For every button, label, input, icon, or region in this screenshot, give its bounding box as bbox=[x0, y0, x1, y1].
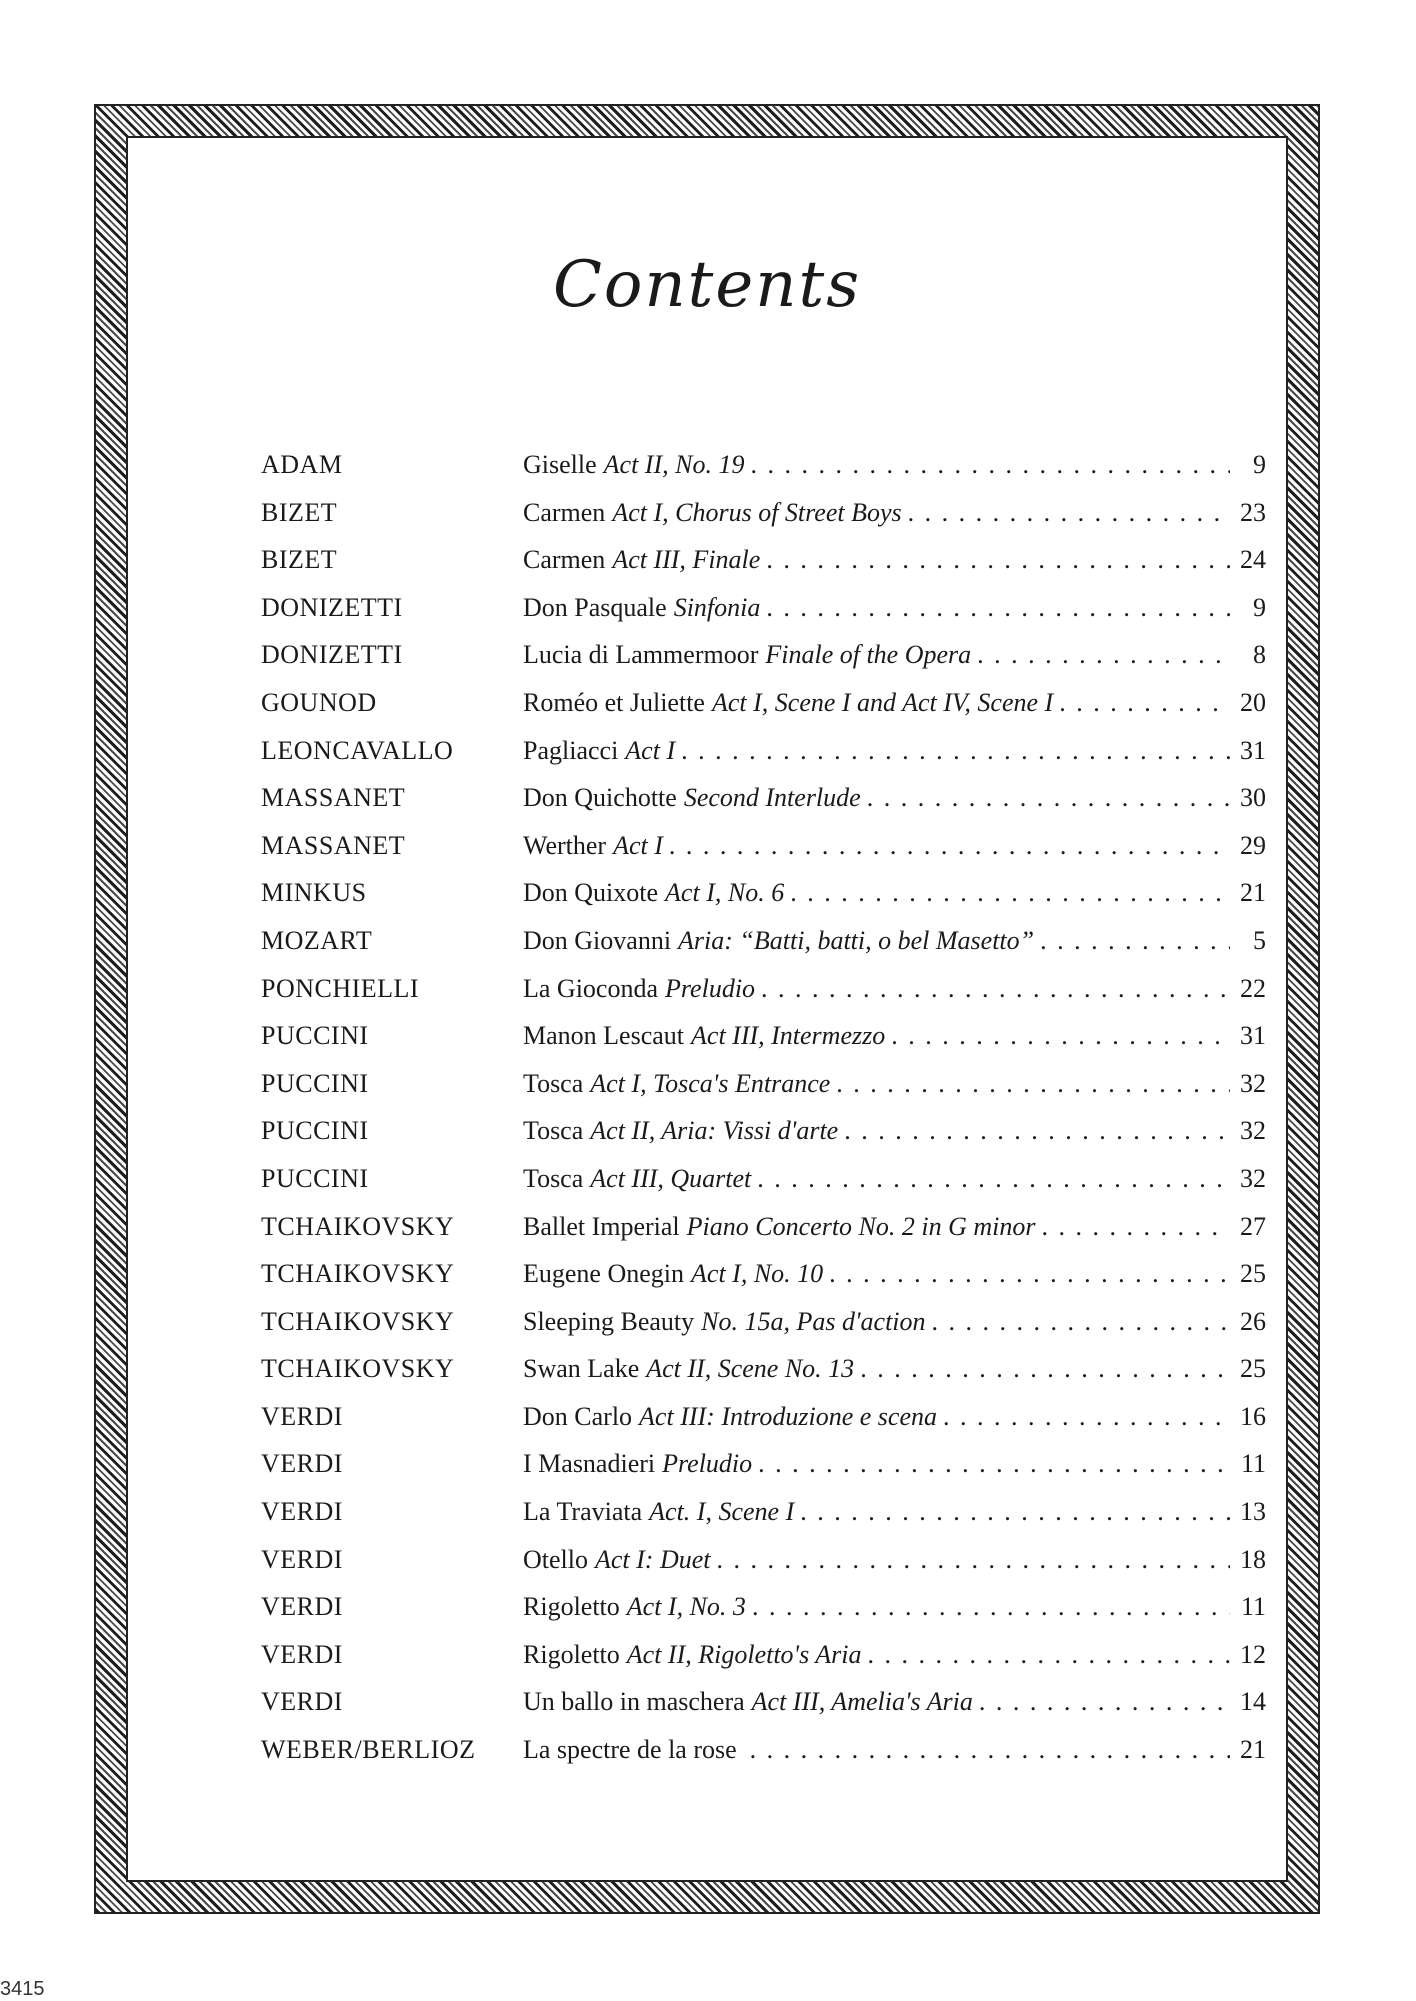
dot-leader bbox=[836, 1060, 1230, 1108]
page-content bbox=[156, 166, 1266, 1852]
toc-entry bbox=[261, 1393, 1266, 1441]
composer-name: PUCCINI bbox=[261, 1068, 369, 1098]
page-number: 21 bbox=[1240, 878, 1266, 908]
toc-entry bbox=[261, 822, 1266, 870]
work-title: I Masnadieri bbox=[523, 1449, 656, 1479]
page-title: Contents bbox=[552, 248, 862, 322]
work-detail: Aria: “Batti, batti, o bel Masetto” bbox=[678, 925, 1035, 955]
toc-entry bbox=[261, 1345, 1266, 1393]
toc-entry bbox=[261, 1250, 1266, 1298]
work-entry bbox=[523, 1012, 1266, 1060]
page-number: 14 bbox=[1240, 1687, 1266, 1717]
dot-leader bbox=[717, 1536, 1230, 1584]
composer-name: WEBER/BERLIOZ bbox=[261, 1735, 476, 1765]
work-title: Swan Lake bbox=[523, 1354, 640, 1384]
page-number: 23 bbox=[1240, 497, 1266, 527]
work-entry bbox=[523, 1393, 1266, 1441]
page-number: 30 bbox=[1240, 783, 1266, 813]
work-title: Tosca bbox=[523, 1116, 584, 1146]
toc-entry bbox=[261, 1107, 1266, 1155]
work-detail: Finale of the Opera bbox=[765, 640, 972, 670]
work-detail: Act I bbox=[613, 830, 663, 860]
page-number: 21 bbox=[1240, 1735, 1266, 1765]
page-number: 29 bbox=[1240, 830, 1266, 860]
dot-leader bbox=[750, 441, 1230, 489]
dot-leader bbox=[844, 1107, 1230, 1155]
work-detail: Act I, Chorus of Street Boys bbox=[612, 497, 902, 527]
work-title: Ballet Imperial bbox=[523, 1211, 680, 1241]
page-number: 11 bbox=[1240, 1449, 1266, 1479]
composer-name: MOZART bbox=[261, 925, 373, 955]
toc-entry bbox=[261, 1012, 1266, 1060]
work-title: Giselle bbox=[523, 450, 597, 479]
work-entry bbox=[523, 441, 1266, 489]
work-detail: Act III, Finale bbox=[612, 545, 761, 575]
dot-leader bbox=[766, 584, 1230, 632]
toc-entry bbox=[261, 1488, 1266, 1536]
composer-name: TCHAIKOVSKY bbox=[261, 1306, 455, 1336]
page-number: 16 bbox=[1240, 1401, 1266, 1431]
page-number: 18 bbox=[1240, 1544, 1266, 1574]
work-detail: Act II, Scene No. 13 bbox=[646, 1354, 855, 1384]
toc-entry bbox=[261, 965, 1266, 1013]
work-title: La spectre de la rose bbox=[523, 1735, 737, 1765]
work-detail: Act II, Aria: Vissi d'arte bbox=[590, 1116, 839, 1146]
work-detail: Act I, Scene I and Act IV, Scene I bbox=[711, 687, 1054, 717]
composer-name: VERDI bbox=[261, 1592, 343, 1622]
dot-leader bbox=[681, 727, 1230, 775]
toc-entry bbox=[261, 727, 1266, 775]
composer-name: VERDI bbox=[261, 1544, 343, 1574]
dot-leader bbox=[891, 1012, 1230, 1060]
work-detail: Act III: Introduzione e scena bbox=[639, 1401, 937, 1431]
page-number: 5 bbox=[1253, 925, 1266, 955]
toc-entry bbox=[261, 1726, 1266, 1774]
work-entry bbox=[523, 1203, 1266, 1251]
composer-name: LEONCAVALLO bbox=[261, 735, 454, 765]
toc-entry bbox=[261, 1536, 1266, 1584]
page-number: 8 bbox=[1253, 640, 1266, 670]
work-detail: Act III, Quartet bbox=[590, 1163, 752, 1193]
toc-entry bbox=[261, 536, 1266, 584]
page-number: 12 bbox=[1240, 1639, 1266, 1669]
toc-entry bbox=[261, 1678, 1266, 1726]
work-entry bbox=[523, 1250, 1266, 1298]
work-entry bbox=[523, 917, 1266, 965]
toc-entry bbox=[261, 679, 1266, 727]
dot-leader bbox=[766, 536, 1230, 584]
page-number: 20 bbox=[1240, 687, 1266, 717]
work-title: La Gioconda bbox=[523, 973, 659, 1003]
work-title: Lucia di Lammermoor bbox=[523, 640, 759, 670]
page-number: 26 bbox=[1240, 1306, 1266, 1336]
work-entry bbox=[523, 1107, 1266, 1155]
work-detail: Act III, Amelia's Aria bbox=[751, 1687, 973, 1717]
work-title: Otello bbox=[523, 1544, 588, 1574]
work-detail: Second Interlude bbox=[683, 783, 861, 813]
composer-name: TCHAIKOVSKY bbox=[261, 1211, 455, 1241]
work-title: Eugene Onegin bbox=[523, 1259, 685, 1289]
dot-leader bbox=[758, 1440, 1230, 1488]
work-entry bbox=[523, 869, 1266, 917]
composer-name: DONIZETTI bbox=[261, 592, 403, 622]
work-detail: Act I bbox=[625, 735, 676, 765]
dot-leader bbox=[943, 1393, 1230, 1441]
toc-entry bbox=[261, 584, 1266, 632]
composer-name: BIZET bbox=[261, 497, 338, 527]
toc-entry bbox=[261, 869, 1266, 917]
composer-name: VERDI bbox=[261, 1449, 343, 1479]
composer-name: MINKUS bbox=[261, 878, 367, 908]
composer-name: PUCCINI bbox=[261, 1163, 369, 1193]
composer-name: VERDI bbox=[261, 1497, 343, 1527]
work-entry bbox=[523, 1345, 1266, 1393]
work-entry bbox=[523, 489, 1266, 537]
work-entry bbox=[523, 774, 1266, 822]
toc-entry bbox=[261, 489, 1266, 537]
dot-leader bbox=[860, 1345, 1230, 1393]
work-title: Don Pasquale bbox=[523, 592, 667, 622]
dot-leader bbox=[867, 774, 1230, 822]
work-title: Don Carlo bbox=[523, 1401, 633, 1431]
work-entry bbox=[523, 1488, 1266, 1536]
work-entry bbox=[523, 584, 1266, 632]
work-entry bbox=[523, 1583, 1266, 1631]
toc-entry bbox=[261, 1583, 1266, 1631]
toc-entry bbox=[261, 1060, 1266, 1108]
composer-name: GOUNOD bbox=[261, 687, 377, 717]
dot-leader bbox=[761, 965, 1230, 1013]
work-detail: No. 15a, Pas d'action bbox=[701, 1306, 926, 1336]
work-entry bbox=[523, 679, 1266, 727]
work-detail: Act I, No. 3 bbox=[626, 1592, 746, 1622]
composer-name: VERDI bbox=[261, 1639, 343, 1669]
dot-leader bbox=[669, 822, 1230, 870]
work-entry bbox=[523, 1298, 1266, 1346]
page-number: 11 bbox=[1240, 1592, 1266, 1622]
toc-entry bbox=[261, 917, 1266, 965]
work-title: La Traviata bbox=[523, 1497, 643, 1527]
decorative-border bbox=[96, 106, 1318, 1912]
work-entry bbox=[523, 1726, 1266, 1774]
dot-leader bbox=[1040, 917, 1230, 965]
work-detail: Act II, Rigoletto's Aria bbox=[626, 1639, 862, 1669]
toc-entry bbox=[261, 1203, 1266, 1251]
work-detail: Act I, Tosca's Entrance bbox=[590, 1068, 831, 1098]
composer-name: DONIZETTI bbox=[261, 640, 403, 670]
dot-leader bbox=[868, 1631, 1231, 1679]
work-title: Don Quichotte bbox=[523, 783, 677, 813]
dot-leader bbox=[977, 631, 1230, 679]
work-detail: Act II, No. 19 bbox=[603, 450, 745, 479]
composer-name: PONCHIELLI bbox=[261, 973, 420, 1003]
work-title: Carmen bbox=[523, 545, 606, 575]
work-detail: Preludio bbox=[665, 973, 756, 1003]
toc-entry bbox=[261, 1155, 1266, 1203]
work-title: Sleeping Beauty bbox=[523, 1306, 695, 1336]
catalog-number: 3415 bbox=[0, 1978, 45, 2000]
work-detail: Act I, No. 10 bbox=[691, 1259, 824, 1289]
work-entry bbox=[523, 631, 1266, 679]
work-detail: Act III, Intermezzo bbox=[691, 1021, 886, 1051]
dot-leader bbox=[908, 489, 1230, 537]
work-detail: Piano Concerto No. 2 in G minor bbox=[686, 1211, 1036, 1241]
dot-leader bbox=[750, 1726, 1230, 1774]
composer-name: MASSANET bbox=[261, 830, 406, 860]
composer-name: ADAM bbox=[261, 450, 343, 479]
dot-leader bbox=[932, 1298, 1230, 1346]
work-detail: Act I, No. 6 bbox=[665, 878, 785, 908]
toc-entry bbox=[261, 1298, 1266, 1346]
page-number: 31 bbox=[1240, 735, 1266, 765]
composer-name: TCHAIKOVSKY bbox=[261, 1354, 455, 1384]
work-entry bbox=[523, 965, 1266, 1013]
toc-entry bbox=[261, 1440, 1266, 1488]
work-title: Werther bbox=[523, 830, 607, 860]
work-entry bbox=[523, 1631, 1266, 1679]
page-number: 9 bbox=[1253, 592, 1266, 622]
work-title: Tosca bbox=[523, 1068, 584, 1098]
toc-entry bbox=[261, 774, 1266, 822]
dot-leader bbox=[800, 1488, 1230, 1536]
composer-name: MASSANET bbox=[261, 783, 406, 813]
page-number: 32 bbox=[1240, 1068, 1266, 1098]
dot-leader bbox=[979, 1678, 1230, 1726]
work-title: Manon Lescaut bbox=[523, 1021, 685, 1051]
contents-list bbox=[261, 441, 1266, 1774]
work-entry bbox=[523, 1678, 1266, 1726]
page-number: 22 bbox=[1240, 973, 1266, 1003]
dot-leader bbox=[752, 1583, 1230, 1631]
work-title: Pagliacci bbox=[523, 735, 619, 765]
work-entry bbox=[523, 1440, 1266, 1488]
page-number: 32 bbox=[1240, 1116, 1266, 1146]
work-title: Roméo et Juliette bbox=[523, 687, 705, 717]
work-entry bbox=[523, 727, 1266, 775]
work-entry bbox=[523, 1155, 1266, 1203]
dot-leader bbox=[790, 869, 1230, 917]
page-number: 27 bbox=[1240, 1211, 1266, 1241]
work-entry bbox=[523, 1536, 1266, 1584]
work-detail: Preludio bbox=[662, 1449, 753, 1479]
dot-leader bbox=[1042, 1203, 1230, 1251]
page-number: 32 bbox=[1240, 1163, 1266, 1193]
page-number: 13 bbox=[1240, 1497, 1266, 1527]
toc-entry bbox=[261, 1631, 1266, 1679]
composer-name: VERDI bbox=[261, 1687, 343, 1717]
work-detail: Act I: Duet bbox=[595, 1544, 711, 1574]
dot-leader bbox=[1059, 679, 1230, 727]
page-number: 25 bbox=[1240, 1354, 1266, 1384]
dot-leader bbox=[829, 1250, 1230, 1298]
dot-leader bbox=[757, 1155, 1230, 1203]
page-number: 9 bbox=[1253, 450, 1266, 479]
work-entry bbox=[523, 536, 1266, 584]
work-title: Don Giovanni bbox=[523, 925, 672, 955]
page-number: 24 bbox=[1240, 545, 1266, 575]
work-title: Un ballo in maschera bbox=[523, 1687, 745, 1717]
toc-entry bbox=[261, 441, 1266, 489]
work-detail: Sinfonia bbox=[673, 592, 761, 622]
composer-name: BIZET bbox=[261, 545, 338, 575]
composer-name: PUCCINI bbox=[261, 1021, 369, 1051]
work-title: Tosca bbox=[523, 1163, 584, 1193]
work-title: Rigoletto bbox=[523, 1639, 620, 1669]
work-entry bbox=[523, 1060, 1266, 1108]
toc-entry bbox=[261, 631, 1266, 679]
composer-name: PUCCINI bbox=[261, 1116, 369, 1146]
composer-name: TCHAIKOVSKY bbox=[261, 1259, 455, 1289]
work-detail: Act. I, Scene I bbox=[649, 1497, 795, 1527]
work-title: Don Quixote bbox=[523, 878, 659, 908]
page-number: 25 bbox=[1240, 1259, 1266, 1289]
composer-name: VERDI bbox=[261, 1401, 343, 1431]
work-title: Rigoletto bbox=[523, 1592, 620, 1622]
page-number: 31 bbox=[1240, 1021, 1266, 1051]
work-entry bbox=[523, 822, 1266, 870]
work-title: Carmen bbox=[523, 497, 606, 527]
